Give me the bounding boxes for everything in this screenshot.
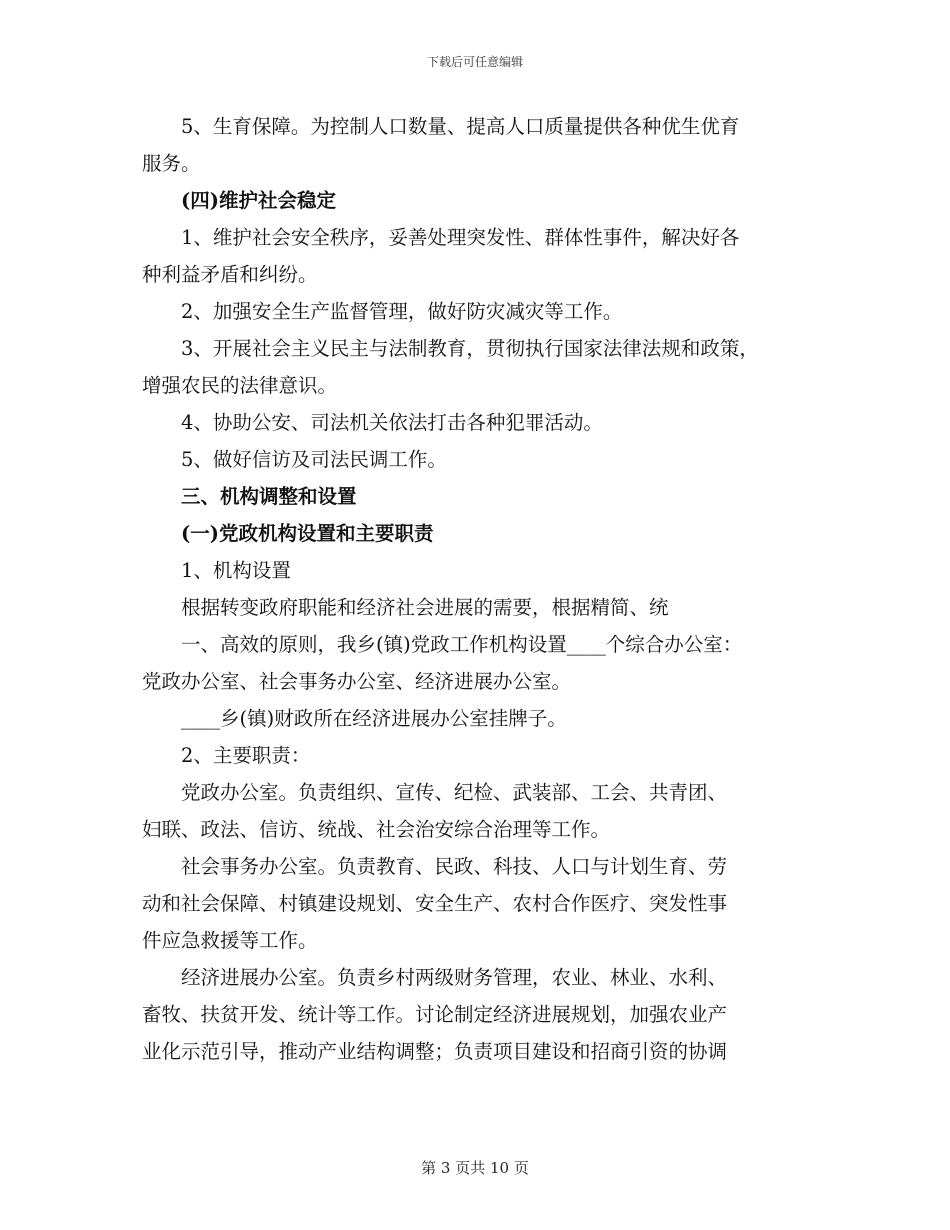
text-line: 党政办公室。负责组织、宣传、纪检、武装部、工会、共青团、 [181, 781, 728, 804]
section-heading: 三、机构调整和设置 [181, 485, 357, 508]
text-line: 1、维护社会安全秩序，妥善处理突发性、群体性事件，解决好各 [181, 226, 740, 249]
paragraph [142, 959, 810, 1070]
text-line: 经济进展办公室。负责乡村两级财务管理，农业、林业、水利、 [181, 966, 728, 989]
text-line: 一、高效的原则，我乡(镇)党政工作机构设置____个综合办公室： [181, 633, 743, 656]
paragraph: ____乡(镇)财政所在经济进展办公室挂牌子。 [181, 707, 567, 730]
page-footer: 第 3 页共 10 页 [421, 1159, 529, 1177]
paragraph [142, 108, 810, 182]
text-line: 件应急救援等工作。 [142, 929, 318, 952]
document-body [142, 108, 810, 1070]
paragraph [142, 848, 810, 959]
text-line: 社会事务办公室。负责教育、民政、科技、人口与计划生育、劳 [181, 855, 728, 878]
text-line: 妇联、政法、信访、统战、社会治安综合治理等工作。 [142, 818, 611, 841]
text-line: 3、开展社会主义民主与法制教育，贯彻执行国家法律法规和政策， [181, 337, 759, 360]
paragraph: 根据转变政府职能和经济社会进展的需要，根据精简、统 [181, 596, 669, 619]
paragraph [142, 626, 810, 700]
subsection-heading: (一)党政机构设置和主要职责 [181, 522, 434, 545]
text-line: 服务。 [142, 152, 201, 175]
text-line: 党政办公室、社会事务办公室、经济进展办公室。 [142, 670, 572, 693]
paragraph [142, 774, 810, 848]
text-line: 5、生育保障。为控制人口数量、提高人口质量提供各种优生优育 [181, 115, 740, 138]
text-line: 种利益矛盾和纠纷。 [142, 263, 318, 286]
text-line: 动和社会保障、村镇建设规划、安全生产、农村合作医疗、突发性事 [142, 892, 728, 915]
page-header: 下载后可任意编辑 [426, 55, 523, 69]
paragraph: 2、加强安全生产监督管理，做好防灾减灾等工作。 [181, 300, 623, 323]
text-line: 畜牧、扶贫开发、统计等工作。讨论制定经济进展规划，加强农业产 [142, 1003, 728, 1026]
paragraph: 4、协助公安、司法机关依法打击各种犯罪活动。 [181, 411, 603, 434]
paragraph: 5、做好信访及司法民调工作。 [181, 448, 447, 471]
text-line: 业化示范引导，推动产业结构调整；负责项目建设和招商引资的协调 [142, 1040, 728, 1063]
text-line: 增强农民的法律意识。 [142, 374, 338, 397]
paragraph: 2、主要职责： [181, 744, 311, 767]
paragraph [142, 219, 810, 293]
paragraph [142, 330, 810, 404]
paragraph: 1、机构设置 [181, 559, 291, 582]
section-heading: (四)维护社会稳定 [181, 189, 336, 212]
